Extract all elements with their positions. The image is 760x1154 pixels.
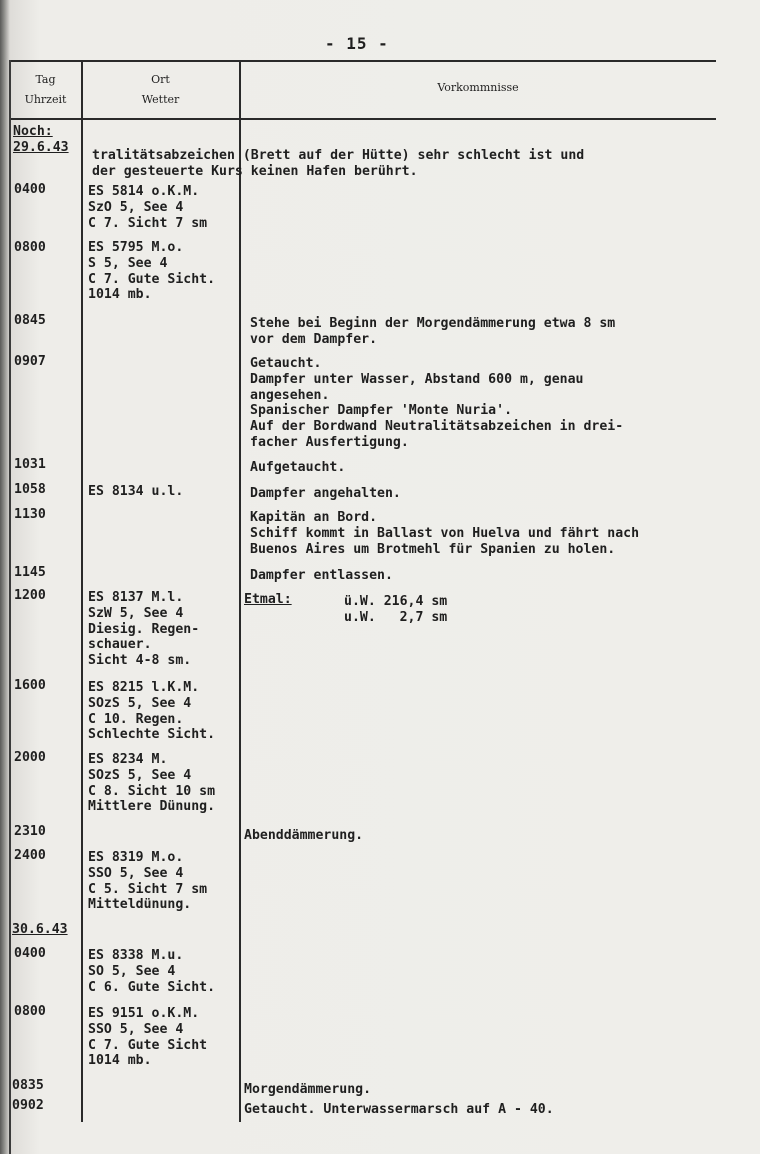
entry-ort-wetter: ES 5814 o.K.M. SzO 5, See 4 C 7. Sicht 7 sm (88, 184, 208, 231)
entry-time: 0400 (14, 182, 46, 197)
page-number: - 15 - (325, 34, 389, 53)
header-col-ort (82, 70, 239, 110)
header-ort-label: Ort (151, 73, 170, 86)
entry-ort-wetter: ES 8338 M.u. SO 5, See 4 C 6. Gute Sicht. (88, 948, 216, 995)
entry-time: 1600 (14, 678, 46, 693)
entry-event: Getaucht. Unterwassermarsch auf A - 40. (244, 1102, 554, 1117)
header-top-rule (10, 60, 716, 62)
entry-ort-wetter: ES 8234 M. SOzS 5, See 4 C 8. Sicht 10 sm Mittlere Dünung. (88, 752, 216, 815)
entry-event: Aufgetaucht. (250, 460, 346, 475)
entry-time: 2310 (14, 824, 46, 839)
etmal-label: Etmal: (244, 592, 292, 607)
header-wetter-label: Wetter (141, 93, 180, 106)
column-divider-2 (239, 60, 241, 1122)
entry-time: 1200 (14, 588, 46, 603)
entry-event: Dampfer angehalten. (250, 486, 401, 501)
entry-time: 0902 (12, 1098, 44, 1113)
entry-event: ü.W. 216,4 sm u.W. 2,7 sm (344, 594, 448, 625)
header-vorkommnisse-label: Vorkommnisse (437, 81, 519, 94)
entry-time: 2400 (14, 848, 46, 863)
entry-event: Kapitän an Bord. Schiff kommt in Ballast von Huelva und fährt nach Buenos Aires um Brotmehl für Spanien zu holen. (250, 510, 640, 557)
entry-ort-wetter: ES 9151 o.K.M. SSO 5, See 4 C 7. Gute Sicht 1014 mb. (88, 1006, 208, 1069)
header-tag-label: Tag (35, 73, 56, 86)
entry-time: 2000 (14, 750, 46, 765)
entry-ort-wetter: ES 8137 M.l. SzW 5, See 4 Diesig. Regen- schauer. Sicht 4-8 sm. (88, 590, 200, 669)
entry-time: 1145 (14, 565, 46, 580)
left-edge-line (9, 60, 11, 1154)
entry-time: 0400 (14, 946, 46, 961)
entry-time: 0907 (14, 354, 46, 369)
entry-ort-wetter: ES 8319 M.o. SSO 5, See 4 C 5. Sicht 7 sm Mitteldünung. (88, 850, 208, 913)
column-divider-1 (81, 60, 83, 1122)
header-col-vorkommnisse (240, 78, 716, 98)
entry-time: 1058 (14, 482, 46, 497)
entry-event: tralitätsabzeichen (Brett auf der Hütte) sehr schlecht ist und der gesteuerte Kurs keinen Hafen berührt. (92, 148, 585, 179)
header-bottom-rule (10, 118, 716, 120)
entry-event: Morgendämmerung. (244, 1082, 372, 1097)
entry-event: Dampfer entlassen. (250, 568, 393, 583)
entry-time: 0800 (14, 240, 46, 255)
entry-time: 0835 (12, 1078, 44, 1093)
entry-event: Abenddämmerung. (244, 828, 364, 843)
entry-ort-wetter: ES 5795 M.o. S 5, See 4 C 7. Gute Sicht. 1014 mb. (88, 240, 216, 303)
entry-event: Getaucht. Dampfer unter Wasser, Abstand 600 m, genau angesehen. Spanischer Dampfer 'Monte Nuria'. Auf der Bordwand Neutralitätsabzeichen in drei- facher Ausfertigung. (250, 356, 624, 450)
entry-time: 1130 (14, 507, 46, 522)
entry-time: Noch: 29.6.43 (13, 124, 69, 155)
entry-time: 1031 (14, 457, 46, 472)
entry-date: 30.6.43 (12, 922, 68, 937)
entry-ort-wetter: ES 8215 l.K.M. SOzS 5, See 4 C 10. Regen. Schlechte Sicht. (88, 680, 216, 743)
entry-ort-wetter: ES 8134 u.l. (88, 484, 184, 499)
header-uhrzeit-label: Uhrzeit (24, 93, 67, 106)
entry-time: 0800 (14, 1004, 46, 1019)
header-col-tag (10, 70, 81, 110)
entry-event: Stehe bei Beginn der Morgendämmerung etwa 8 sm vor dem Dampfer. (250, 316, 616, 347)
entry-time: 0845 (14, 313, 46, 328)
